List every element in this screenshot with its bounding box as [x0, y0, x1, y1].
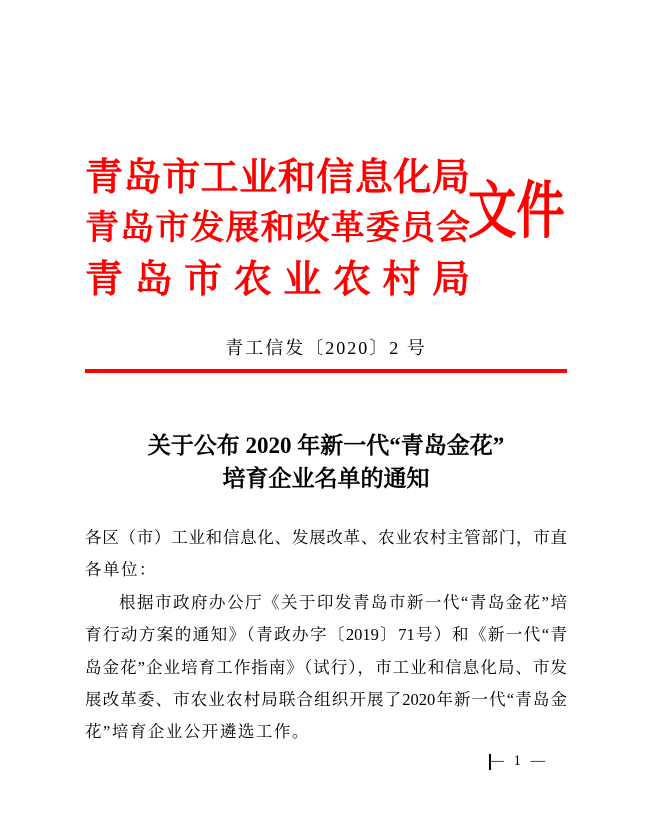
document-reference-number: 青工信发〔2020〕2 号: [225, 338, 427, 358]
title-line-2: 培育企业名单的通知: [222, 466, 430, 491]
salutation-line-1: 各区（市）工业和信息化、发展改革、农业农村主管部门，市直: [85, 528, 567, 547]
document-type-label: 文件: [468, 178, 565, 246]
paragraph-line-2: 育行动方案的通知》（青政办字〔2019〕71号）和《新一代“青: [85, 625, 567, 645]
paragraph-line-1: 根据市政府办公厅《关于印发青岛市新一代“青岛金花”培: [119, 592, 567, 612]
salutation-line-2: 各单位：: [85, 560, 157, 580]
document-title: [85, 429, 567, 495]
issuing-agencies: [85, 148, 470, 301]
document-body: [85, 522, 567, 749]
title-line-1: 关于公布 2020 年新一代“青岛金花”: [147, 433, 505, 458]
paragraph-line-3: 岛金花”企业培育工作指南》（试行），市工业和信息化局、市发: [85, 657, 567, 677]
agency-name-development-reform: 青 岛 市 发 展 和 改 革 委 员 会: [85, 210, 470, 247]
paragraph-line-4: 展改革委、市农业农村局联合组织开展了2020年新一代“青岛金: [85, 690, 567, 710]
document-letterhead: [85, 148, 567, 301]
agency-name-industry-information: 青 岛 市 工 业 和 信 息 化 局: [85, 157, 470, 199]
paragraph-line-5: 花”培育企业公开遴选工作。: [85, 722, 310, 742]
page-number: — 1 —: [489, 753, 548, 769]
page-footer: [489, 753, 548, 770]
red-separator-line: [85, 369, 567, 373]
agency-name-agriculture-rural: 青 岛 市 农 业 农 村 局: [85, 259, 470, 301]
